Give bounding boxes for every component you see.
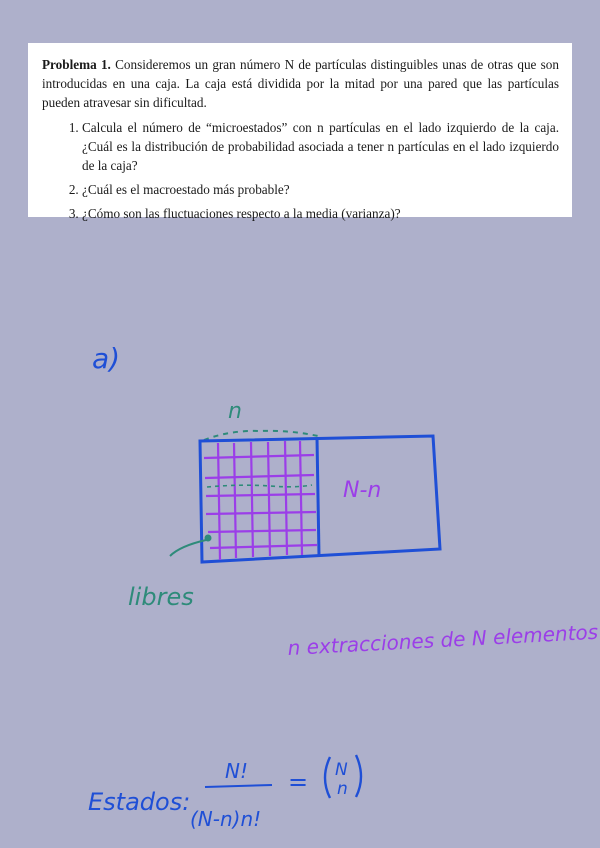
- problem-item-1: 1. Calcula el número de “microestados” con n partículas en el lado izquierdo de la caja. ¿Cuál es la distribución de probabilidad asociada a tener n partículas en el lado izquierdo de la caja?: [82, 118, 559, 175]
- grid-dashed-row: [207, 485, 312, 487]
- problem-item-3: 3. ¿Cómo son las fluctuaciones respecto a la media (varianza)?: [82, 204, 559, 223]
- extractions-note: n extracciones de N elementos: [287, 619, 599, 660]
- problem-heading: Problema 1.: [42, 57, 111, 72]
- part-a-label: a): [92, 342, 121, 375]
- free-label: libres: [128, 583, 194, 611]
- formula-numerator: N!: [225, 759, 248, 783]
- formula-equals: =: [288, 768, 309, 796]
- problem-item-2: 2. ¿Cuál es el macroestado más probable?: [82, 180, 559, 199]
- formula-denominator: (N-n)n!: [190, 807, 262, 831]
- fraction-bar: [205, 785, 272, 787]
- right-half-label: N-n: [343, 478, 382, 503]
- divider-wall: [317, 438, 319, 556]
- binomial-left-paren: [325, 757, 330, 798]
- particle-grid: [204, 441, 317, 560]
- states-label: Estados:: [88, 788, 191, 816]
- binomial-right-paren: [356, 755, 361, 797]
- top-n-label: n: [228, 399, 242, 424]
- binomial-bottom: n: [337, 779, 348, 799]
- problem-text: Consideremos un gran número N de partículas distinguibles unas de otras que son introducidas en una caja. La caja está dividida por la mitad por una pared que las partículas pueden atravesar sin dificultad.: [42, 57, 559, 110]
- binomial-top: N: [335, 760, 348, 780]
